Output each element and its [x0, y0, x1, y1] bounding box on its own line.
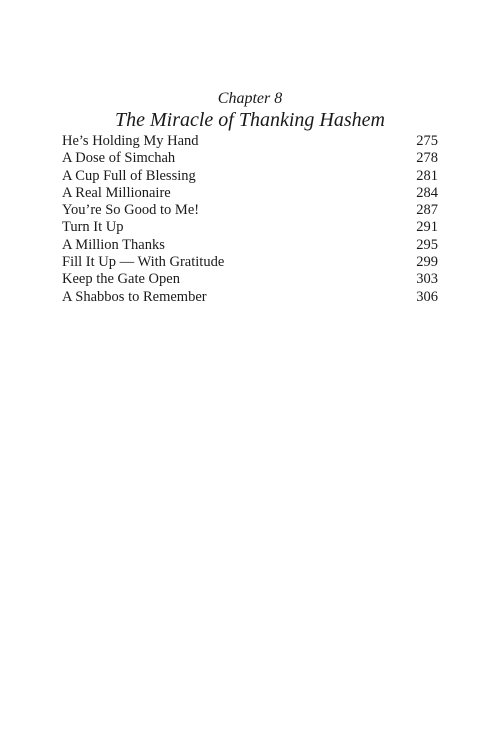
table-of-contents — [62, 133, 438, 306]
toc-entry — [62, 185, 438, 202]
toc-entry-page: 275 — [416, 133, 438, 149]
toc-entry-page: 291 — [416, 219, 438, 236]
toc-entry — [62, 271, 438, 288]
toc-entry-page: 295 — [416, 236, 438, 253]
toc-entry-title: A Million Thanks — [62, 236, 165, 253]
toc-entry-page: 306 — [416, 288, 438, 305]
chapter-header — [0, 90, 500, 131]
toc-entry — [62, 133, 438, 150]
toc-entry — [62, 219, 438, 236]
toc-entry-title: You’re So Good to Me! — [62, 202, 200, 219]
toc-entry — [62, 150, 438, 167]
toc-entry — [62, 168, 438, 185]
toc-entry-page: 299 — [416, 254, 438, 271]
toc-entry — [62, 237, 438, 254]
toc-entry-title: Turn It Up — [62, 219, 124, 236]
toc-entry — [62, 289, 438, 306]
toc-entry-title: A Real Millionaire — [62, 184, 171, 201]
chapter-title: The Miracle of Thanking Hashem — [115, 109, 385, 131]
toc-entry-title: A Shabbos to Remember — [62, 288, 207, 305]
chapter-label: Chapter 8 — [217, 90, 283, 107]
toc-entry-title: A Cup Full of Blessing — [62, 167, 196, 184]
toc-entry-title: Fill It Up — With Gratitude — [62, 254, 225, 271]
toc-entry-page: 287 — [416, 202, 438, 219]
toc-entry-page: 281 — [416, 167, 438, 184]
toc-entry — [62, 202, 438, 219]
toc-entry-page: 303 — [416, 271, 438, 288]
toc-entry — [62, 254, 438, 271]
toc-entry-title: Keep the Gate Open — [62, 271, 180, 288]
toc-entry-title: A Dose of Simchah — [62, 150, 176, 167]
toc-entry-page: 284 — [416, 184, 438, 201]
toc-entry-page: 278 — [416, 150, 438, 167]
toc-entry-title: He’s Holding My Hand — [62, 133, 199, 149]
